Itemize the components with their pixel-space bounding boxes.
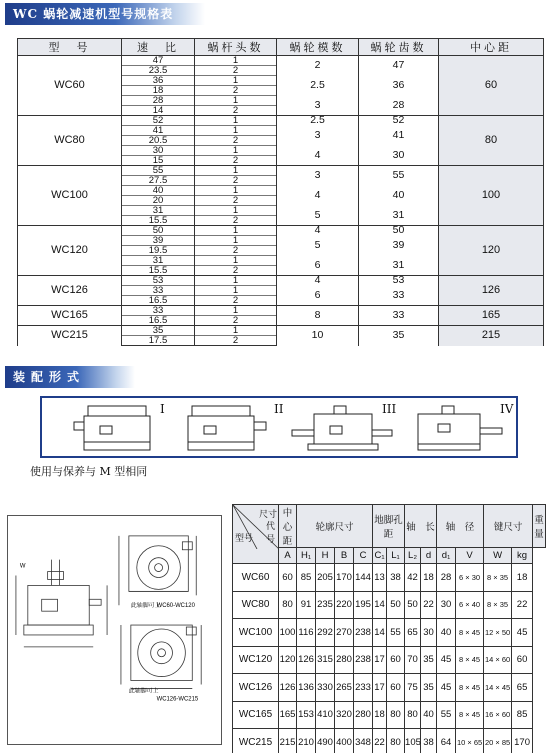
spec-starts-cell: 1 (195, 116, 277, 126)
dim-value-cell: 22 (373, 729, 387, 753)
dim-value-cell: 85 (512, 701, 533, 729)
dim-row (233, 674, 546, 702)
spec-row (18, 166, 544, 176)
caption-foot-up-b: 此轴脚可上 (128, 688, 159, 695)
spec-row (18, 306, 544, 316)
assembly-banner: 装配形式 (5, 366, 135, 388)
dim-value-cell: 14 × 45 (484, 674, 512, 702)
spec-ratio-cell: 14 (122, 106, 195, 116)
spec-module-cell: 8 (277, 306, 359, 326)
spec-ratio-cell: 39 (122, 236, 195, 246)
spec-module-cell: 4 (277, 146, 359, 166)
spec-module-cell: 3 (277, 126, 359, 146)
spec-starts-cell: 2 (195, 196, 277, 206)
spec-ratio-cell: 33 (122, 306, 195, 316)
spec-body (18, 56, 544, 346)
spec-teeth-cell: 55 (359, 166, 439, 186)
spec-ratio-cell: 16.5 (122, 316, 195, 326)
header-ratio: 速 比 (122, 39, 195, 56)
dim-group-outline: 轮廓尺寸 (297, 505, 373, 548)
dim-value-cell: 22 (421, 591, 437, 619)
dim-value-cell: 35 (421, 646, 437, 674)
dim-value-cell: 195 (354, 591, 373, 619)
spec-ratio-cell: 33 (122, 286, 195, 296)
dim-value-cell: 45 (512, 619, 533, 647)
dim-header-col-row (233, 548, 546, 564)
dim-group-weight: 重量 (533, 505, 546, 548)
dim-group-center: 中心距 (279, 505, 297, 548)
dim-value-cell: 348 (354, 729, 373, 753)
spec-ratio-cell: 55 (122, 166, 195, 176)
spec-starts-cell: 1 (195, 146, 277, 156)
spec-module-cell: 6 (277, 286, 359, 306)
spec-starts-cell: 1 (195, 226, 277, 236)
spec-ratio-cell: 23.5 (122, 66, 195, 76)
spec-ratio-cell: 15.5 (122, 266, 195, 276)
dim-value-cell: 65 (512, 674, 533, 702)
dim-col-header: kg (512, 548, 533, 564)
spec-ratio-cell: 28 (122, 96, 195, 106)
dim-value-cell: 8 × 35 (484, 564, 512, 592)
spec-ratio-cell: 35 (122, 326, 195, 336)
spec-model-cell: WC100 (18, 166, 122, 226)
dim-value-cell: 330 (316, 674, 335, 702)
dim-row (233, 646, 546, 674)
dim-group-shaft-length: 轴 长 (405, 505, 437, 548)
dim-value-cell: 315 (316, 646, 335, 674)
spec-teeth-cell: 41 (359, 126, 439, 146)
spec-starts-cell: 2 (195, 136, 277, 146)
dim-col-header: V (456, 548, 484, 564)
dim-value-cell: 18 (512, 564, 533, 592)
spec-ratio-cell: 40 (122, 186, 195, 196)
dim-value-cell: 233 (354, 674, 373, 702)
dim-value-cell: 490 (316, 729, 335, 753)
spec-module-cell: 4 (277, 276, 359, 286)
dim-value-cell: 12 × 50 (484, 619, 512, 647)
dim-value-cell: 136 (297, 674, 316, 702)
dim-value-cell: 80 (405, 701, 421, 729)
header-worm-starts: 蜗杆头数 (195, 39, 277, 56)
spec-center-cell: 165 (439, 306, 544, 326)
spec-ratio-cell: 50 (122, 226, 195, 236)
corner-model-label: 型号 (235, 533, 254, 543)
caption-foot-up-a: 此轴脚可上 (130, 603, 161, 610)
spec-model-cell: WC215 (18, 326, 122, 346)
spec-model-cell: WC126 (18, 276, 122, 306)
dim-value-cell: 85 (297, 564, 316, 592)
dim-value-cell: 55 (437, 701, 456, 729)
dim-col-header: H₁ (297, 548, 316, 564)
dim-model-cell: WC60 (233, 564, 279, 592)
dim-value-cell: 17 (373, 646, 387, 674)
spec-ratio-cell: 19.5 (122, 246, 195, 256)
dim-value-cell: 16 × 60 (484, 701, 512, 729)
dim-value-cell: 400 (335, 729, 354, 753)
dim-value-cell: 8 × 45 (456, 619, 484, 647)
dim-value-cell: 30 (437, 591, 456, 619)
spec-module-cell: 3 (277, 96, 359, 116)
dim-row (233, 564, 546, 592)
spec-model-cell: WC60 (18, 56, 122, 116)
dim-value-cell: 105 (405, 729, 421, 753)
dim-header-group-row (233, 505, 546, 548)
dim-value-cell: 60 (512, 646, 533, 674)
spec-teeth-cell: 30 (359, 146, 439, 166)
assembly-label-4: IV (500, 402, 514, 416)
dim-value-cell: 170 (512, 729, 533, 753)
spec-ratio-cell: 20.5 (122, 136, 195, 146)
spec-starts-cell: 2 (195, 66, 277, 76)
spec-starts-cell: 1 (195, 96, 277, 106)
spec-ratio-cell: 41 (122, 126, 195, 136)
spec-starts-cell: 2 (195, 86, 277, 96)
caption-wc60-wc120: WC60-WC120 (156, 603, 195, 610)
spec-model-cell: WC80 (18, 116, 122, 166)
dim-model-cell: WC126 (233, 674, 279, 702)
dim-model-cell: WC120 (233, 646, 279, 674)
spec-starts-cell: 2 (195, 106, 277, 116)
spec-starts-cell: 2 (195, 296, 277, 306)
spec-module-cell: 4 (277, 186, 359, 206)
spec-row (18, 326, 544, 336)
dim-value-cell: 8 × 45 (456, 674, 484, 702)
dim-value-cell: 8 × 45 (456, 701, 484, 729)
spec-model-cell: WC120 (18, 226, 122, 276)
spec-model-cell: WC165 (18, 306, 122, 326)
dim-value-cell: 126 (297, 646, 316, 674)
spec-starts-cell: 1 (195, 76, 277, 86)
dim-value-cell: 14 × 60 (484, 646, 512, 674)
spec-module-cell: 5 (277, 236, 359, 256)
dim-group-foot: 地脚孔距 (373, 505, 405, 548)
dim-value-cell: 55 (387, 619, 405, 647)
spec-ratio-cell: 31 (122, 256, 195, 266)
dim-value-cell: 220 (335, 591, 354, 619)
dim-value-cell: 60 (279, 564, 297, 592)
spec-module-cell: 10 (277, 326, 359, 346)
dim-row (233, 729, 546, 753)
dim-col-header: H (316, 548, 335, 564)
dim-model-cell: WC165 (233, 701, 279, 729)
spec-teeth-cell: 35 (359, 326, 439, 346)
spec-row (18, 56, 544, 66)
dim-value-cell: 215 (279, 729, 297, 753)
spec-starts-cell: 2 (195, 336, 277, 346)
dim-col-header: L₁ (387, 548, 405, 564)
dim-model-cell: WC80 (233, 591, 279, 619)
dim-value-cell: 6 × 30 (456, 564, 484, 592)
spec-teeth-cell: 33 (359, 286, 439, 306)
dim-value-cell: 280 (335, 646, 354, 674)
corner-size-label: 尺寸 (259, 509, 278, 519)
dimension-table (232, 504, 546, 753)
dim-col-header: A (279, 548, 297, 564)
spec-row (18, 276, 544, 286)
dim-value-cell: 50 (405, 591, 421, 619)
dim-value-cell: 238 (354, 619, 373, 647)
dim-value-cell: 14 (373, 591, 387, 619)
dim-value-cell: 75 (405, 674, 421, 702)
dim-value-cell: 18 (373, 701, 387, 729)
dim-value-cell: 64 (437, 729, 456, 753)
dim-col-header: L₂ (405, 548, 421, 564)
spec-ratio-cell: 18 (122, 86, 195, 96)
dim-value-cell: 235 (316, 591, 335, 619)
dim-group-shaft-dia: 轴 径 (437, 505, 484, 548)
spec-starts-cell: 1 (195, 306, 277, 316)
spec-starts-cell: 2 (195, 156, 277, 166)
dim-value-cell: 65 (405, 619, 421, 647)
dim-value-cell: 60 (387, 646, 405, 674)
dim-value-cell: 165 (279, 701, 297, 729)
spec-table (17, 38, 544, 346)
dim-value-cell: 28 (437, 564, 456, 592)
spec-ratio-cell: 30 (122, 146, 195, 156)
dim-value-cell: 14 (373, 619, 387, 647)
dim-value-cell: 45 (437, 674, 456, 702)
spec-ratio-cell: 52 (122, 116, 195, 126)
dim-row (233, 619, 546, 647)
dim-corner-cell (233, 505, 279, 564)
corner-code-label: 代号 (265, 521, 275, 544)
dim-value-cell: 42 (405, 564, 421, 592)
dim-value-cell: 292 (316, 619, 335, 647)
dimension-drawing (7, 515, 222, 745)
dim-body (233, 564, 546, 753)
spec-starts-cell: 1 (195, 56, 277, 66)
assembly-label-3: III (382, 402, 397, 416)
dim-value-cell: 70 (405, 646, 421, 674)
assembly-label-1: I (160, 402, 165, 416)
dim-value-cell: 50 (387, 591, 405, 619)
dim-value-cell: 8 × 35 (484, 591, 512, 619)
dim-value-cell: 144 (354, 564, 373, 592)
dim-value-cell: 210 (297, 729, 316, 753)
spec-teeth-cell: 53 (359, 276, 439, 286)
spec-teeth-cell: 31 (359, 206, 439, 226)
dim-value-cell: 30 (421, 619, 437, 647)
caption-wc126-wc215: WC126-WC215 (156, 696, 199, 703)
spec-starts-cell: 2 (195, 176, 277, 186)
header-wheel-teeth: 蜗轮齿数 (359, 39, 439, 56)
dim-value-cell: 205 (316, 564, 335, 592)
spec-header-row (18, 39, 544, 56)
spec-starts-cell: 1 (195, 236, 277, 246)
spec-module-cell: 3 (277, 166, 359, 186)
spec-row (18, 226, 544, 236)
assembly-diagram-2 (178, 400, 288, 455)
spec-starts-cell: 1 (195, 276, 277, 286)
spec-ratio-cell: 15 (122, 156, 195, 166)
spec-teeth-cell: 31 (359, 256, 439, 276)
dim-value-cell: 280 (354, 701, 373, 729)
dim-value-cell: 40 (437, 619, 456, 647)
dim-value-cell: 60 (387, 674, 405, 702)
dim-value-cell: 18 (421, 564, 437, 592)
dim-model-cell: WC215 (233, 729, 279, 753)
dim-value-cell: 10 × 65 (456, 729, 484, 753)
dim-value-cell: 238 (354, 646, 373, 674)
dim-value-cell: 153 (297, 701, 316, 729)
dim-value-cell: 265 (335, 674, 354, 702)
spec-ratio-cell: 15.5 (122, 216, 195, 226)
spec-center-cell: 126 (439, 276, 544, 306)
spec-module-cell: 2.5 (277, 76, 359, 96)
spec-starts-cell: 1 (195, 166, 277, 176)
spec-starts-cell: 1 (195, 256, 277, 266)
dim-value-cell: 8 × 45 (456, 646, 484, 674)
dim-value-cell: 35 (421, 674, 437, 702)
dim-value-cell: 170 (335, 564, 354, 592)
spec-starts-cell: 1 (195, 206, 277, 216)
dim-value-cell: 20 × 85 (484, 729, 512, 753)
dim-value-cell: 100 (279, 619, 297, 647)
dim-col-header: C₁ (373, 548, 387, 564)
dim-value-cell: 80 (387, 729, 405, 753)
usage-note: 使用与保养与 M 型相同 (30, 465, 148, 478)
spec-teeth-cell: 47 (359, 56, 439, 76)
spec-ratio-cell: 47 (122, 56, 195, 66)
header-model: 型 号 (18, 39, 122, 56)
spec-teeth-cell: 50 (359, 226, 439, 236)
dim-value-cell: 80 (279, 591, 297, 619)
dim-value-cell: 6 × 40 (456, 591, 484, 619)
dim-value-cell: 40 (421, 701, 437, 729)
spec-module-cell: 2 (277, 56, 359, 76)
spec-teeth-cell: 33 (359, 306, 439, 326)
dim-col-header: d₁ (437, 548, 456, 564)
spec-starts-cell: 1 (195, 126, 277, 136)
spec-module-cell: 6 (277, 256, 359, 276)
spec-teeth-cell: 39 (359, 236, 439, 256)
dim-value-cell: 91 (297, 591, 316, 619)
spec-starts-cell: 1 (195, 186, 277, 196)
dim-value-cell: 80 (387, 701, 405, 729)
spec-ratio-cell: 27.5 (122, 176, 195, 186)
dim-value-cell: 270 (335, 619, 354, 647)
dim-col-header: C (354, 548, 373, 564)
spec-ratio-cell: 53 (122, 276, 195, 286)
dim-value-cell: 126 (279, 674, 297, 702)
spec-module-cell: 5 (277, 206, 359, 226)
dim-value-cell: 120 (279, 646, 297, 674)
spec-starts-cell: 1 (195, 286, 277, 296)
dim-col-header: W (484, 548, 512, 564)
spec-ratio-cell: 20 (122, 196, 195, 206)
dim-row (233, 701, 546, 729)
header-wheel-module: 蜗轮模数 (277, 39, 359, 56)
spec-ratio-cell: 36 (122, 76, 195, 86)
spec-starts-cell: 2 (195, 246, 277, 256)
dim-value-cell: 13 (373, 564, 387, 592)
dim-value-cell: 320 (335, 701, 354, 729)
spec-table-banner: WC 蜗轮减速机型号规格表 (5, 3, 205, 25)
spec-module-cell: 2.5 (277, 116, 359, 126)
spec-teeth-cell: 40 (359, 186, 439, 206)
caption-w: W (19, 563, 26, 570)
dim-value-cell: 38 (421, 729, 437, 753)
spec-row (18, 116, 544, 126)
spec-center-cell: 80 (439, 116, 544, 166)
dim-value-cell: 22 (512, 591, 533, 619)
assembly-diagram-4 (404, 400, 514, 455)
header-center-distance: 中心距 (439, 39, 544, 56)
spec-center-cell: 60 (439, 56, 544, 116)
spec-ratio-cell: 31 (122, 206, 195, 216)
dim-row (233, 591, 546, 619)
dim-group-key: 键尺寸 (484, 505, 533, 548)
dim-value-cell: 410 (316, 701, 335, 729)
dim-model-cell: WC100 (233, 619, 279, 647)
spec-starts-cell: 2 (195, 316, 277, 326)
spec-teeth-cell: 28 (359, 96, 439, 116)
spec-center-cell: 215 (439, 326, 544, 346)
spec-center-cell: 100 (439, 166, 544, 226)
dim-value-cell: 116 (297, 619, 316, 647)
spec-ratio-cell: 16.5 (122, 296, 195, 306)
spec-ratio-cell: 17.5 (122, 336, 195, 346)
dim-col-header: B (335, 548, 354, 564)
spec-starts-cell: 1 (195, 326, 277, 336)
dim-value-cell: 45 (437, 646, 456, 674)
assembly-label-2: II (274, 402, 284, 416)
spec-starts-cell: 2 (195, 216, 277, 226)
spec-starts-cell: 2 (195, 266, 277, 276)
spec-teeth-cell: 36 (359, 76, 439, 96)
spec-teeth-cell: 52 (359, 116, 439, 126)
spec-module-cell: 4 (277, 226, 359, 236)
spec-center-cell: 120 (439, 226, 544, 276)
dim-value-cell: 38 (387, 564, 405, 592)
dim-value-cell: 17 (373, 674, 387, 702)
dim-col-header: d (421, 548, 437, 564)
